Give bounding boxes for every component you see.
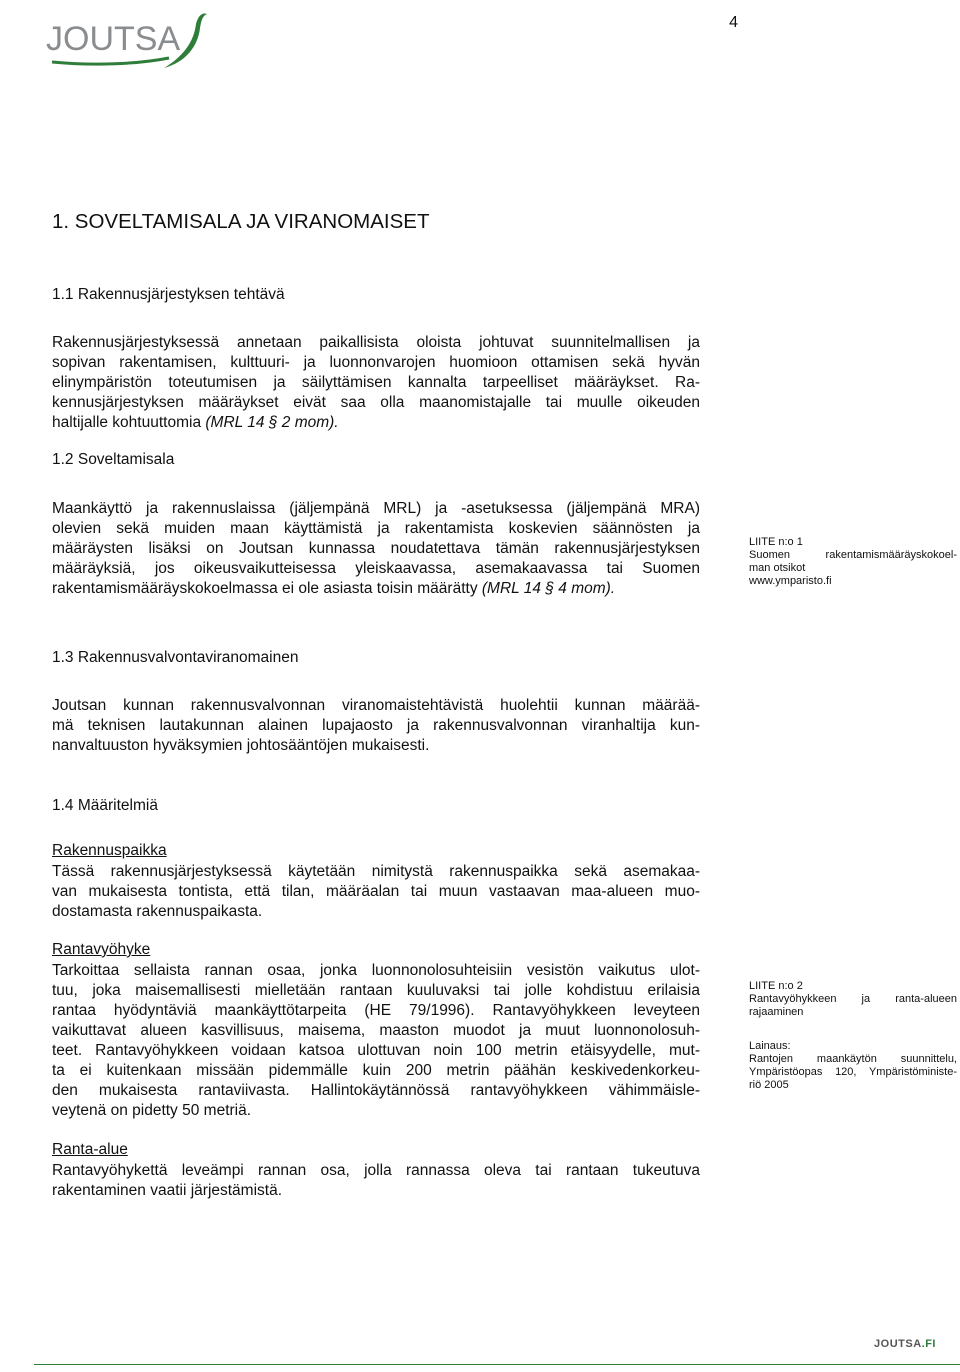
joutsa-logo (44, 6, 214, 78)
text-line: rakentaminen vaatii järjestämistä. (52, 1182, 283, 1199)
paragraph-1-2 (52, 499, 700, 599)
text-line: tuu, joka maisemallisesti mielletään rantaan kuuluvaksi tai jolle kohdistuu erilaisia (52, 982, 700, 999)
term-rantavyohyke: Rantavyöhyke (52, 941, 151, 958)
law-reference: (MRL 14 § 4 mom). (481, 580, 616, 597)
logo-swoosh-icon (52, 58, 169, 64)
text-line: määräyksiä, jos oikeusvaikutteisessa yleiskaavassa, asemakaavassa tai Suomen (52, 560, 700, 577)
text-line: mä teknisen lautakunnan alainen lupajaosto ja rakennusvalvonnan viranhaltija kun- (52, 717, 700, 734)
text-line: den mukaisesta rantaviivasta. Hallintokäytännössä rantavyöhykkeen vähimmäisle- (52, 1082, 700, 1099)
text-line: sopivan rakentamisen, kulttuuri- ja luonnonvarojen huomioon ottamisen sekä hyvän (52, 354, 700, 371)
text-line: Rakennusjärjestyksessä annetaan paikallisista oloista johtuvat suunnitelmallisen ja (52, 334, 700, 351)
term-rakennuspaikka: Rakennuspaikka (52, 842, 167, 859)
side-line: Ympäristöopas 120, Ympäristöministe- (749, 1066, 957, 1078)
text-line: teet. Rantavyöhykkeen voidaan katsoa ulottuvan noin 100 metrin etäisyydelle, mut- (52, 1042, 700, 1059)
footer-brand-suffix: .FI (921, 1338, 936, 1350)
text-line: ta ei kuitenkaan missään pidemmälle kuin 200 metrin päähän keskivedenkorkeu- (52, 1062, 700, 1079)
footer-brand-name: JOUTSA (874, 1338, 922, 1350)
text-line: vaikuttavat alueen kasvillisuus, maisema, maaston muodot ja muut luonnonolosuh- (52, 1022, 700, 1039)
side-line: riö 2005 (749, 1079, 789, 1091)
text-line: rantaa hyödyntäviä maankäyttötarpeita (HE 79/1996). Rantavyöhykkeen leveyteen (52, 1002, 700, 1019)
term-ranta-alue: Ranta-alue (52, 1141, 128, 1158)
heading-1-3: 1.3 Rakennusvalvontaviranomainen (52, 649, 299, 666)
footer-divider (34, 1364, 960, 1365)
side-line: LIITE n:o 1 (749, 536, 803, 548)
side-note-liite-2 (749, 980, 957, 1019)
paragraph-1-1 (52, 333, 700, 433)
text-line: määräysten lisäksi on Joutsan kunnassa noudatettava tämän rakennusjärjestyksen (52, 540, 700, 557)
heading-1-4: 1.4 Määritelmiä (52, 797, 158, 814)
definition-rantavyohyke (52, 961, 700, 1121)
text-line: elinympäristön toteutumisen ja säilyttämisen kannalta tarpeelliset määräykset. Ra- (52, 374, 700, 391)
heading-1-2: 1.2 Soveltamisala (52, 451, 175, 468)
text-line: dostamasta rakennuspaikasta. (52, 903, 263, 920)
page-number: 4 (729, 14, 738, 31)
side-line: rajaaminen (749, 1006, 804, 1018)
side-note-liite-1 (749, 536, 957, 588)
side-link[interactable]: www.ymparisto.fi (749, 575, 832, 587)
heading-1-1: 1.1 Rakennusjärjestyksen tehtävä (52, 286, 285, 303)
text-line (52, 413, 700, 433)
side-line: Suomen rakentamismääräyskokoel- (749, 549, 957, 561)
footer-brand (874, 1338, 936, 1350)
text-line: van mukaisesta tontista, että tilan, määräalan tai muun vastaavan maa-alueen muo- (52, 883, 700, 900)
text-line: nanvaltuuston hyväksymien johtosääntöjen mukaisesti. (52, 737, 430, 754)
text-line: Tarkoittaa sellaista rannan osaa, jonka luonnonolosuhteisiin vesistön vaikutus ulot- (52, 962, 700, 979)
logo-text: JOUTSA (46, 20, 181, 58)
text-line: Joutsan kunnan rakennusvalvonnan viranomaistehtävistä huolehtii kunnan määrää- (52, 697, 700, 714)
paragraph-1-3 (52, 696, 700, 756)
text-fragment: rakentamismääräyskokoelmassa ei ole asiasta toisin määrätty (52, 580, 482, 597)
section-title: 1. SOVELTAMISALA JA VIRANOMAISET (52, 210, 430, 233)
side-line: LIITE n:o 2 (749, 980, 803, 992)
text-line: Rantavyöhykettä leveämpi rannan osa, jolla rannassa oleva tai rantaan tukeutuva (52, 1162, 700, 1179)
side-line: Lainaus: (749, 1040, 791, 1052)
text-fragment: haltijalle kohtuuttomia (52, 414, 206, 431)
side-line: Rantavyöhykkeen ja ranta-alueen (749, 993, 957, 1005)
text-line (52, 579, 700, 599)
definition-ranta-alue (52, 1161, 700, 1201)
text-line: veytenä on pidetty 50 metriä. (52, 1102, 252, 1119)
text-line: Tässä rakennusjärjestyksessä käytetään nimitystä rakennuspaikka sekä asemakaa- (52, 863, 700, 880)
side-note-lainaus (749, 1040, 957, 1092)
text-line: olevien sekä muiden maan käyttämistä ja rakentamista koskevien säännösten ja (52, 520, 700, 537)
text-line: Maankäyttö ja rakennuslaissa (jäljempänä MRL) ja -asetuksessa (jäljempänä MRA) (52, 500, 700, 517)
side-line: Rantojen maankäytön suunnittelu, (749, 1053, 957, 1065)
definition-rakennuspaikka (52, 862, 700, 922)
law-reference: (MRL 14 § 2 mom). (205, 414, 339, 431)
side-line: man otsikot (749, 562, 806, 574)
text-line: kennusjärjestyksen määräykset eivät saa olla maanomistajalle tai muulle oikeuden (52, 394, 700, 411)
